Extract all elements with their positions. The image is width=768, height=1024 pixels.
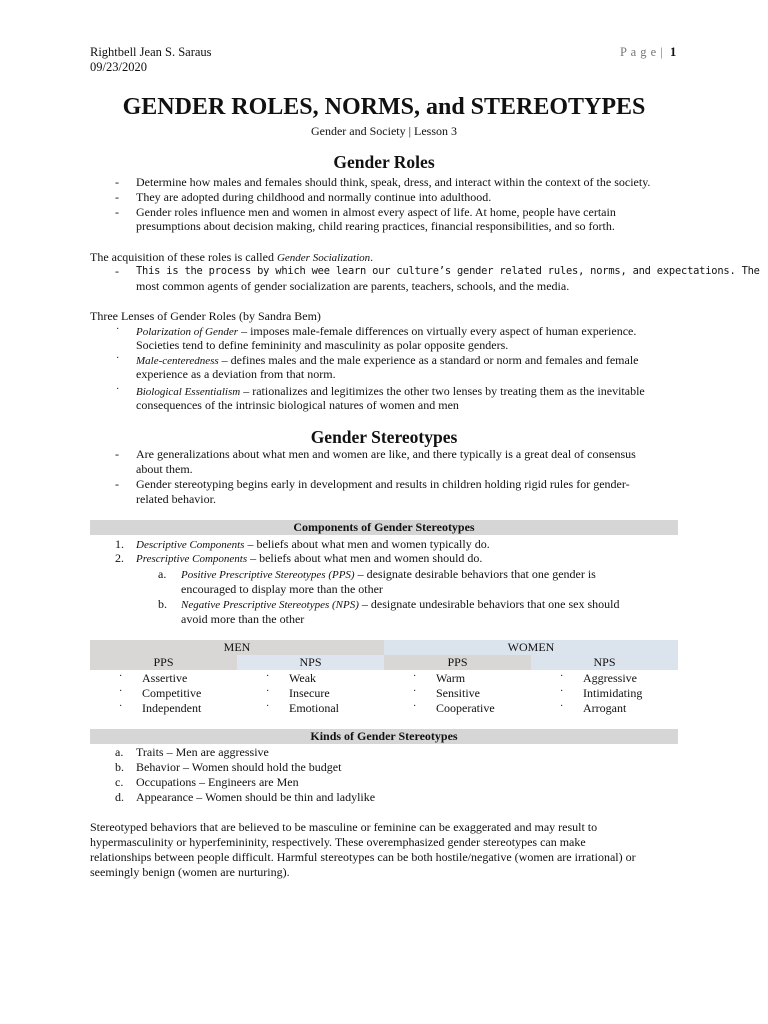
table-cell: Weak <box>289 671 317 685</box>
bullet-dot: · <box>116 384 120 395</box>
list-item-continuation: presumptions about decision making, child rearing practices, financial responsibilities, and so forth. <box>136 219 615 233</box>
component-term: Negative Prescriptive Stereotypes (NPS) <box>181 599 359 611</box>
kind-item: Behavior – Women should hold the budget <box>136 760 342 774</box>
section-heading-gender-stereotypes: Gender Stereotypes <box>310 427 458 447</box>
table-cell: Warm <box>436 671 466 685</box>
component-subitem-continuation: avoid more than the other <box>181 612 305 626</box>
table-cell: Aggressive <box>583 671 637 685</box>
table-cell: Competitive <box>142 686 202 700</box>
component-description: – designate undesirable behaviors that one sex should <box>358 597 620 611</box>
bullet-dot: · <box>116 324 120 335</box>
lens-item-continuation: Societies tend to define femininity and masculinity as polar opposite genders. <box>136 338 509 352</box>
lens-term: Biological Essentialism <box>136 386 241 398</box>
bullet-dot: · <box>413 686 417 697</box>
lens-description: – rationalizes and legitimizes the other two lenses by treating them as the inevitable <box>240 384 645 398</box>
women-pps-header: PPS <box>447 655 468 669</box>
bullet-dot: · <box>119 671 123 682</box>
document-title: GENDER ROLES, NORMS, and STEREOTYPES <box>122 94 646 120</box>
men-nps-header: NPS <box>299 655 322 669</box>
list-item: They are adopted during childhood and normally continue into adulthood. <box>136 190 492 204</box>
table-cell: Cooperative <box>436 701 495 715</box>
bullet-dash: - <box>115 264 119 278</box>
list-letter: a. <box>158 567 167 581</box>
list-item: Gender roles influence men and women in almost every aspect of life. At home, people have certain <box>136 205 616 219</box>
bullet-dash: - <box>115 175 119 189</box>
bullet-dot: · <box>560 671 564 682</box>
bullet-dot: · <box>266 686 270 697</box>
component-subitem <box>181 597 619 613</box>
bullet-dash: - <box>115 477 119 491</box>
list-item: Are generalizations about what men and women are like, and there typically is a great deal of consensus <box>136 447 636 461</box>
closing-paragraph-line: seemingly benign (women are nurturing). <box>90 865 290 879</box>
components-bar-label: Components of Gender Stereotypes <box>293 520 475 534</box>
kind-item: Occupations – Engineers are Men <box>136 775 299 789</box>
list-item: Determine how males and females should think, speak, dress, and interact within the context of the society. <box>136 175 651 189</box>
table-cell: Insecure <box>289 686 330 700</box>
closing-paragraph-line: relationships between people difficult. Harmful stereotypes can be both hostile/negative (women are irrational) or <box>90 850 636 864</box>
lens-term: Polarization of Gender <box>136 326 239 338</box>
list-number: 2. <box>115 551 124 565</box>
list-item-continuation: about them. <box>136 462 193 476</box>
bullet-dot: · <box>266 671 270 682</box>
list-letter: d. <box>115 790 124 804</box>
bullet-dot: · <box>266 701 270 712</box>
socialization-line-1: This is the process by which wee learn our culture’s gender related rules, norms, and expectations. The <box>136 265 760 277</box>
closing-paragraph-line: Stereotyped behaviors that are believed to be masculine or feminine can be exaggerated and may result to <box>90 820 598 834</box>
bullet-dash: - <box>115 205 119 219</box>
closing-paragraph-line: hypermasculinity or hyperfemininity, respectively. These overemphasized gender stereotypes can make <box>90 835 586 849</box>
table-cell: Assertive <box>142 671 188 685</box>
list-letter: b. <box>115 760 124 774</box>
lens-term: Male-centeredness <box>136 355 219 367</box>
bullet-dash: - <box>115 190 119 204</box>
component-subitem <box>181 567 596 583</box>
lenses-heading: Three Lenses of Gender Roles (by Sandra Bem) <box>90 309 321 323</box>
document-date: 09/23/2020 <box>90 60 147 74</box>
author-name: Rightbell Jean S. Saraus <box>90 45 212 59</box>
men-pps-header: PPS <box>153 655 174 669</box>
bullet-dot: · <box>116 353 120 364</box>
table-cell: Arrogant <box>583 701 627 715</box>
women-header: WOMEN <box>507 640 555 654</box>
table-cell: Intimidating <box>583 686 643 700</box>
bullet-dot: · <box>119 701 123 712</box>
list-letter: c. <box>115 775 124 789</box>
lens-item-continuation: consequences of the intrinsic biological natures of women and men <box>136 398 459 412</box>
table-cell: Emotional <box>289 701 339 715</box>
component-term: Prescriptive Components <box>136 553 248 565</box>
page-label: P a g e | <box>620 45 664 59</box>
component-term: Descriptive Components <box>136 539 245 551</box>
table-cell: Sensitive <box>436 686 480 700</box>
component-description: – beliefs about what men and women typically do. <box>244 537 490 551</box>
kind-item: Traits – Men are aggressive <box>136 745 269 759</box>
component-item <box>136 551 482 567</box>
component-term: Positive Prescriptive Stereotypes (PPS) <box>181 569 355 581</box>
acquisition-suffix: . <box>370 250 374 264</box>
lens-description: – imposes male-female differences on virtually every aspect of human experience. <box>238 324 637 338</box>
acquisition-prefix: The acquisition of these roles is called <box>90 250 277 264</box>
table-cell: Independent <box>142 701 202 715</box>
socialization-line-2: most common agents of gender socialization are parents, teachers, schools, and the media. <box>136 279 570 293</box>
page-number: 1 <box>670 45 677 59</box>
bullet-dot: · <box>413 671 417 682</box>
lens-item-continuation: experience as a deviation from that norm. <box>136 367 336 381</box>
lens-description: – defines males and the male experience as a standard or norm and females and female <box>218 353 639 367</box>
component-description: – designate desirable behaviors that one gender is <box>354 567 596 581</box>
list-item: Gender stereotyping begins early in development and results in children holding rigid rules for gender- <box>136 477 630 491</box>
document-subtitle: Gender and Society | Lesson 3 <box>310 124 458 138</box>
bullet-dot: · <box>413 701 417 712</box>
men-header: MEN <box>223 640 251 654</box>
list-letter: a. <box>115 745 124 759</box>
section-heading-gender-roles: Gender Roles <box>333 152 435 172</box>
list-letter: b. <box>158 597 167 611</box>
bullet-dash: - <box>115 447 119 461</box>
bullet-dot: · <box>119 686 123 697</box>
component-description: – beliefs about what men and women should do. <box>247 551 483 565</box>
acquisition-term: Gender Socialization <box>276 252 371 264</box>
bullet-dot: · <box>560 701 564 712</box>
kinds-bar-label: Kinds of Gender Stereotypes <box>310 729 458 743</box>
list-number: 1. <box>115 537 124 551</box>
kind-item: Appearance – Women should be thin and ladylike <box>136 790 376 804</box>
component-subitem-continuation: encouraged to display more than the other <box>181 582 383 596</box>
bullet-dot: · <box>560 686 564 697</box>
list-item-continuation: related behavior. <box>136 492 216 506</box>
women-nps-header: NPS <box>593 655 616 669</box>
